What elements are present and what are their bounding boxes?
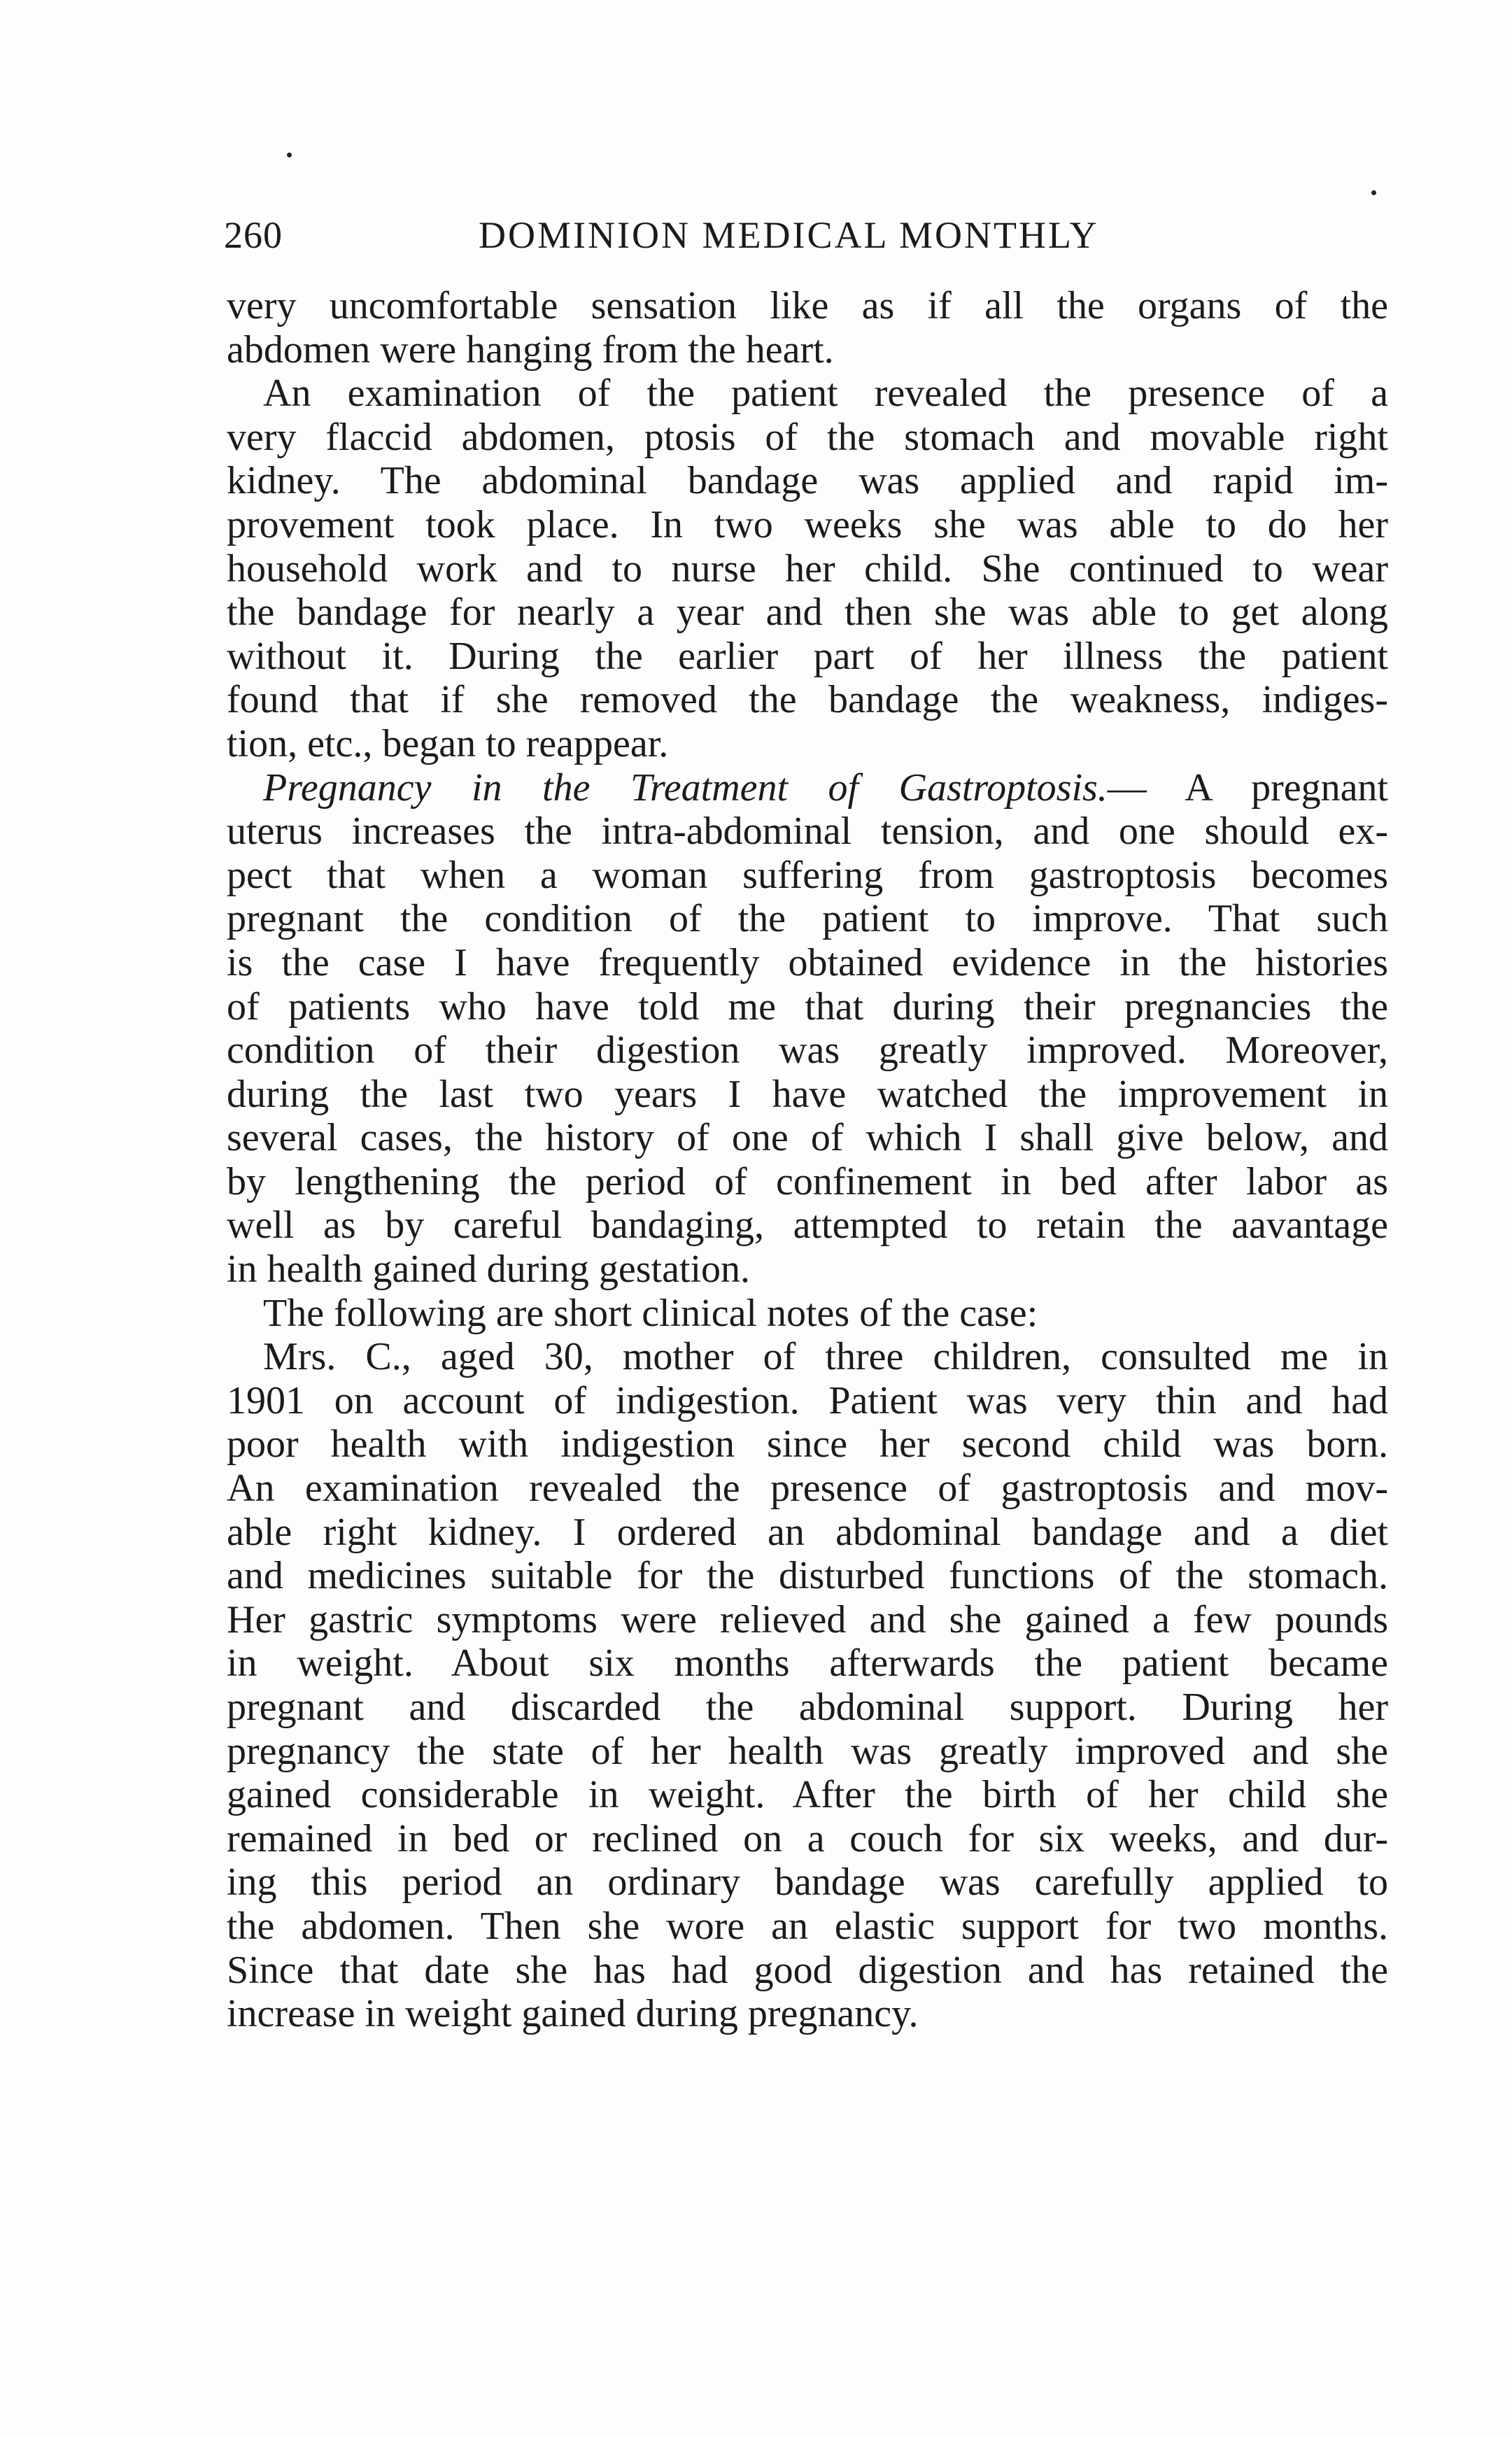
text-line-content: The following are short clinical notes of the case: [263,1291,1038,1335]
text-line [227,1422,1388,1467]
text-line-content: without it. During the earlier part of her illness the patient [227,634,1388,678]
text-line [227,503,1388,547]
text-line-content: kidney. The abdominal bandage was applied and rapid im- [227,459,1388,503]
section-heading: Pregnancy in the Treatment of Gastroptosis. [263,765,1108,810]
text-line-content: very uncomfortable sensation like as if all the organs of the [227,284,1388,327]
text-line-content: by lengthening the period of confinement in bed after labor as [227,1159,1388,1203]
text-line [227,1686,1388,1730]
text-line-content: Her gastric symptoms were relieved and she gained a few pounds [227,1597,1388,1641]
text-line [227,810,1388,854]
text-line [227,1379,1388,1423]
text-line-content: household work and to nurse her child. She continued to wear [227,546,1388,591]
text-line-content: Mrs. C., aged 30, mother of three children, consulted me in [263,1335,1388,1379]
text-line-content: uterus increases the intra-abdominal tension, and one should ex- [227,810,1388,854]
text-line [227,766,1388,810]
text-line [227,459,1388,503]
text-line-content: pect that when a woman suffering from gastroptosis becomes [227,853,1388,897]
text-line-content: An examination of the patient revealed the presence of a [263,372,1388,416]
text-line [227,678,1388,722]
text-line [227,1116,1388,1160]
text-line-content: tion, etc., began to reappear. [227,721,669,765]
text-line [227,854,1388,898]
text-line-content: ing this period an ordinary bandage was carefully applied to [227,1860,1388,1905]
text-line [227,1029,1388,1073]
text-line [227,591,1388,635]
text-line-content: pregnancy the state of her health was greatly improved and she [227,1729,1388,1773]
text-line-content: well as by careful bandaging, attempted to retain the aavantage [227,1203,1388,1248]
text-line-content: found that if she removed the bandage the weakness, indiges- [227,678,1388,722]
text-line [227,897,1388,941]
text-line-content: the abdomen. Then she wore an elastic support for two months. [227,1904,1388,1948]
ink-speck [1371,190,1376,195]
text-line-content: is the case I have frequently obtained evidence in the histories [227,940,1388,984]
text-line-content: very flaccid abdomen, ptosis of the stomach and movable right [227,415,1388,459]
page-number: 260 [224,214,283,256]
text-line [227,1905,1388,1949]
text-line-content: in health gained during gestation. [227,1248,751,1292]
text-line [227,1292,1388,1336]
text-line-content: able right kidney. I ordered an abdominal bandage and a diet [227,1510,1388,1554]
text-line [227,1598,1388,1642]
text-line [227,1335,1388,1379]
text-line [227,1467,1388,1511]
text-line [227,1949,1388,1993]
text-line [227,635,1388,679]
text-line-content: poor health with indigestion since her second child was born. [227,1422,1388,1467]
text-line [227,1248,1388,1292]
text-line [227,1992,1388,2036]
text-line [227,547,1388,591]
text-line [227,722,1388,766]
text-line [227,1773,1388,1817]
text-line [227,1730,1388,1774]
text-line-content: of patients who have told me that during their pregnancies the [227,984,1388,1029]
text-line-content: condition of their digestion was greatly improved. Moreover, [227,1029,1388,1073]
text-line-content: provement took place. In two weeks she was able to do her [227,502,1388,546]
text-line [227,985,1388,1029]
text-line-content: several cases, the history of one of which I shall give below, and [227,1116,1388,1160]
text-line [227,1817,1388,1861]
text-line-content: gained considerable in weight. After the birth of her child she [227,1773,1388,1817]
text-line-content: the bandage for nearly a year and then she was able to get along [227,591,1388,635]
text-line-content: increase in weight gained during pregnancy. [227,1992,919,2036]
text-line [227,941,1388,985]
text-line [227,372,1388,416]
text-line-content: during the last two years I have watched the improvement in [227,1072,1388,1116]
article-body [227,284,1388,2036]
text-line-content: — A pregnant [1107,765,1388,810]
text-line [227,284,1388,328]
text-line-content: pregnant and discarded the abdominal support. During her [227,1686,1388,1729]
text-line [227,1160,1388,1204]
text-line [227,1203,1388,1248]
text-line-content: abdomen were hanging from the heart. [227,327,834,372]
text-line-content: 1901 on account of indigestion. Patient was very thin and had [227,1378,1388,1422]
text-line [227,1860,1388,1905]
running-head [224,207,1385,263]
text-line [227,416,1388,460]
text-line [227,328,1388,372]
text-line [227,1554,1388,1598]
text-line [227,1641,1388,1686]
text-line-content: and medicines suitable for the disturbed functions of the stomach. [227,1554,1388,1598]
text-line-content: pregnant the condition of the patient to improve. That such [227,897,1388,941]
text-line [227,1073,1388,1117]
journal-title: DOMINION MEDICAL MONTHLY [479,214,1099,256]
ink-speck [287,153,292,157]
text-line [227,1511,1388,1555]
text-line-content: An examination revealed the presence of gastroptosis and mov- [227,1467,1388,1511]
text-line-content: in weight. About six months afterwards the patient became [227,1641,1388,1686]
text-line-content: Since that date she has had good digestion and has retained the [227,1948,1388,1992]
text-line-content: remained in bed or reclined on a couch for six weeks, and dur- [227,1816,1388,1860]
